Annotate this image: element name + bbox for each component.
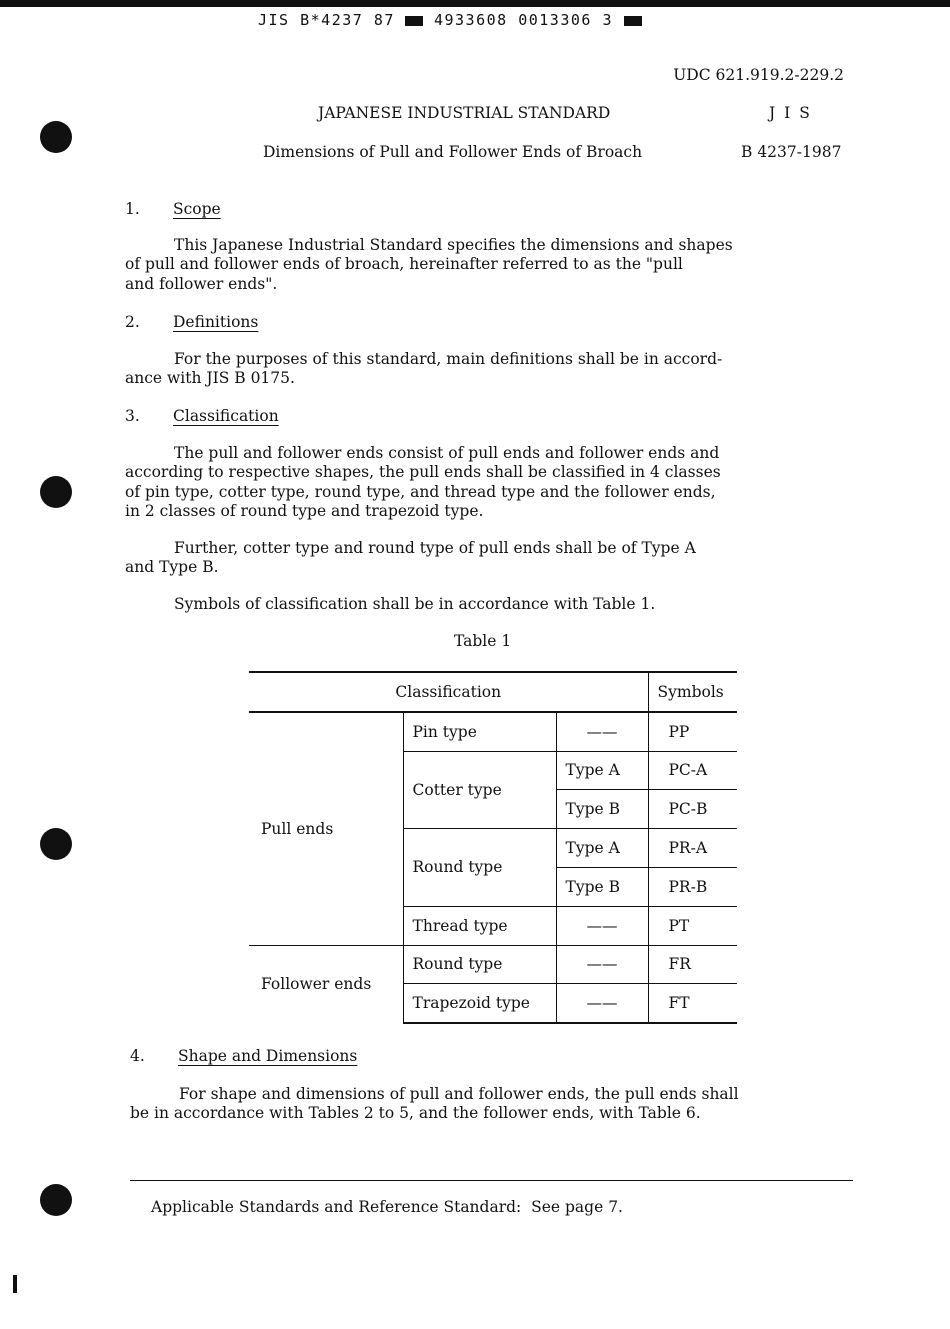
section-number: 4. [130,1047,145,1065]
punch-hole-icon [40,476,72,508]
document-subject: Dimensions of Pull and Follower Ends of Broach [263,143,643,161]
row-sub: —— [556,906,648,945]
shape-paragraph [130,1085,739,1124]
text-line: and follower ends". [125,274,278,293]
row-symbol: PC-A [648,751,737,790]
row-symbol: PC-B [648,790,737,829]
udc-code: UDC 621.919.2-229.2 [673,66,844,84]
document-code-part2: 4933608 0013306 3 [433,11,613,29]
section-title-classification: Classification [173,407,279,425]
text-line: ance with JIS B 0175. [125,369,295,388]
footer-rule [130,1180,853,1181]
jis-mark: J I S [769,104,812,122]
text-line: The pull and follower ends consist of pull ends and follower ends and [174,444,720,462]
text-line: according to respective shapes, the pull ends shall be classified in 4 classes [125,463,721,482]
table-row [249,945,737,984]
row-sub: —— [556,984,648,1023]
punch-hole-icon [40,1184,72,1216]
row-type: Thread type [403,906,556,945]
document-code-part1: JIS B*4237 87 [258,11,395,29]
header-classification: Classification [249,672,648,712]
table-header-row [249,672,737,712]
header-symbols: Symbols [648,672,737,712]
row-type: Trapezoid type [403,984,556,1023]
text-line: be in accordance with Tables 2 to 5, and the follower ends, with Table 6. [130,1104,701,1123]
row-type: Pin type [403,712,556,751]
row-symbol: FR [648,945,737,984]
row-type: Round type [403,945,556,984]
row-sub: Type B [556,867,648,906]
text-line: For shape and dimensions of pull and follower ends, the pull ends shall [179,1085,739,1103]
classification-table [249,671,737,1024]
punch-hole-icon [40,121,72,153]
section-title-shape: Shape and Dimensions [178,1047,358,1065]
punch-hole-icon [40,828,72,860]
definitions-paragraph [125,350,722,389]
row-type: Cotter type [403,751,556,829]
text-line: Further, cotter type and round type of pull ends shall be of Type A [174,539,696,557]
row-symbol: PR-B [648,867,737,906]
table-row [249,712,737,751]
row-sub: —— [556,945,648,984]
section-title-scope: Scope [173,200,221,218]
text-line: For the purposes of this standard, main definitions shall be in accord- [174,350,723,368]
scope-paragraph [125,236,733,294]
group-follower-ends: Follower ends [261,975,372,994]
row-symbol: PT [648,906,737,945]
group-pull-ends: Pull ends [249,712,403,945]
row-sub: Type A [556,829,648,868]
margin-mark [13,1275,17,1293]
classification-paragraph-2 [125,539,696,578]
row-sub: Type A [556,751,648,790]
standard-number: B 4237-1987 [741,143,842,161]
section-number: 3. [125,407,140,425]
row-sub: Type B [556,790,648,829]
top-scan-bar [0,0,950,7]
barcode-block-icon [405,16,423,26]
text-line: of pin type, cotter type, round type, and thread type and the follower ends, [125,482,716,501]
standard-title: JAPANESE INDUSTRIAL STANDARD [318,104,611,122]
row-type: Round type [403,829,556,907]
classification-paragraph-1 [125,444,721,521]
section-title-definitions: Definitions [173,313,259,331]
text-line: and Type B. [125,558,219,577]
row-sub: —— [556,712,648,751]
text-line: in 2 classes of round type and trapezoid type. [125,501,484,520]
row-symbol: FT [648,984,737,1023]
document-code-header [258,11,642,29]
row-symbol: PR-A [648,829,737,868]
row-symbol: PP [648,712,737,751]
text-line: of pull and follower ends of broach, hereinafter referred to as the "pull [125,255,683,274]
barcode-block-icon [624,16,642,26]
text-line: This Japanese Industrial Standard specifies the dimensions and shapes [174,236,733,254]
section-number: 2. [125,313,140,331]
footer-note: Applicable Standards and Reference Standard: See page 7. [151,1198,623,1216]
section-number: 1. [125,200,140,218]
classification-paragraph-3: Symbols of classification shall be in accordance with Table 1. [174,595,656,613]
table-caption: Table 1 [454,632,512,650]
